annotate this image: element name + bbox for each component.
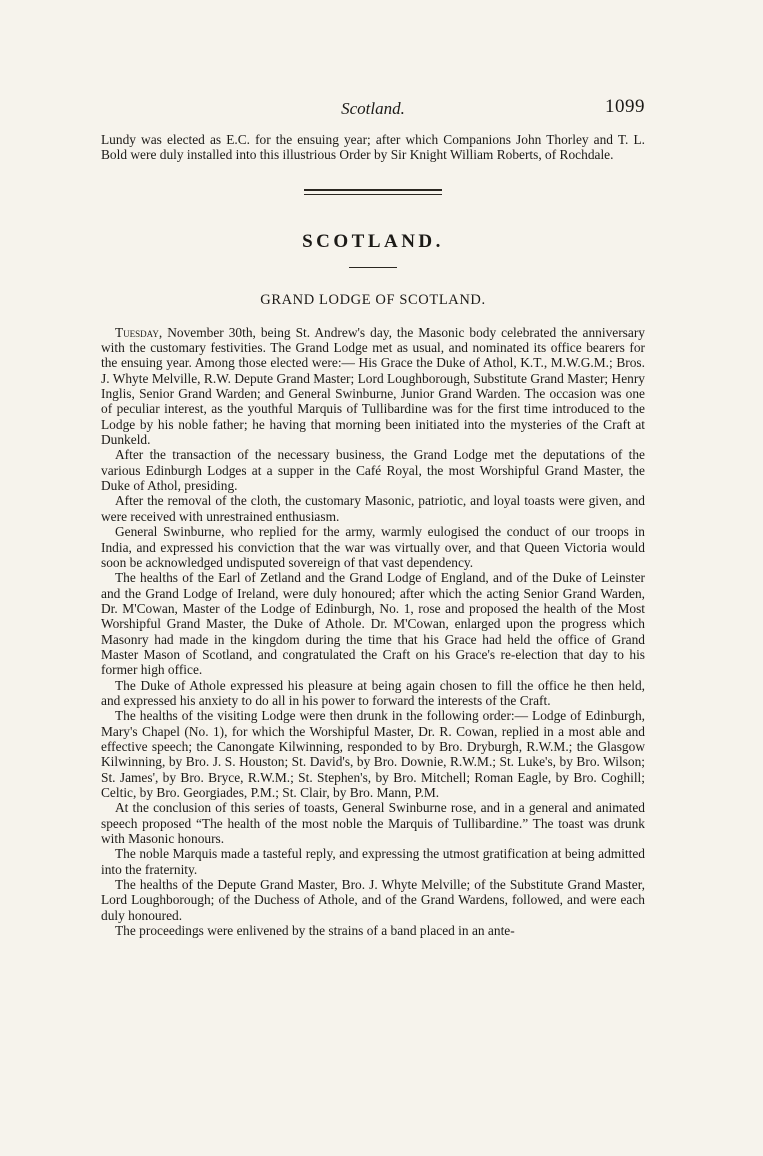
continuation-paragraph: Lundy was elected as E.C. for the ensuing year; after which Companions John Thorley and T. L. Bold were duly installed into this illustrious Order by Sir Knight William Roberts, of Rochdale. — [101, 132, 645, 163]
document-page — [101, 96, 645, 938]
article-paragraph-10: The healths of the Depute Grand Master, Bro. J. Whyte Melville; of the Substitute Grand Master, Lord Loughborough; of the Duchess of Athole, and of the Grand Wardens, followed, and were each duly honoured. — [101, 877, 645, 923]
article-paragraph-4: General Swinburne, who replied for the army, warmly eulogised the conduct of our troops in India, and expressed his conviction that the war was virtually over, and that Queen Victoria would soon be acknowledged undisputed sovereign of that vast dependency. — [101, 524, 645, 570]
page-number: 1099 — [605, 96, 645, 117]
article-heading: GRAND LODGE OF SCOTLAND. — [260, 291, 486, 308]
lead-word: Tuesday, — [115, 324, 163, 340]
running-title: Scotland. — [341, 99, 405, 118]
section-divider — [304, 189, 442, 195]
article-paragraph-3: After the removal of the cloth, the customary Masonic, patriotic, and loyal toasts were given, and were received with unrestrained enthusiasm. — [101, 493, 645, 524]
article-paragraph-8: At the conclusion of this series of toasts, General Swinburne rose, and in a general and animated speech proposed “The health of the most noble the Marquis of Tullibardine.” The toast was drunk with Masonic honours. — [101, 800, 645, 847]
article-paragraph-7: The healths of the visiting Lodge were then drunk in the following order:— Lodge of Edinburgh, Mary's Chapel (No. 1), for which the Worshipful Master, Dr. R. Cowan, replied in a most able and effective speech; the Canongate Kilwinning, responded to by Bro. Dryburgh, R.W.M.; the Glasgow Kilwinning, by Bro. J. S. Houston; St. David's, by Bro. Downie, R.W.M.; St. Luke's, by Bro. Wilson; St. James', by Bro. Bryce, R.W.M.; St. Stephen's, by Bro. Mitchell; Roman Eagle, by Bro. Coghill; Celtic, by Bro. Georgiades, P.M.; St. Clair, by Bro. Mann, P.M. — [101, 708, 645, 800]
article-paragraph-5: The healths of the Earl of Zetland and the Grand Lodge of England, and of the Duke of Leinster and the Grand Lodge of Ireland, were duly honoured; after which the acting Senior Grand Warden, Dr. M'Cowan, Master of the Lodge of Edinburgh, No. 1, rose and proposed the health of the Most Worshipful Grand Master, the Duke of Athole. Dr. M'Cowan, enlarged upon the progress which Masonry had made in the kingdom during the time that his Grace had held the office of Grand Master Mason of Scotland, and congratulated the Craft on his Grace's re-election that day to his former high office. — [101, 570, 645, 678]
article-paragraph-2: After the transaction of the necessary business, the Grand Lodge met the deputations of the various Edinburgh Lodges at a supper in the Café Royal, the most Worshipful Grand Master, the Duke of Athol, presiding. — [101, 447, 645, 494]
article-paragraph-11: The proceedings were enlivened by the strains of a band placed in an ante- — [115, 923, 515, 939]
section-title: SCOTLAND. — [302, 230, 444, 252]
article-paragraph-9: The noble Marquis made a tasteful reply, and expressing the utmost gratification at being admitted into the fraternity. — [101, 846, 645, 877]
title-underline — [349, 267, 397, 268]
article-paragraph-6: The Duke of Athole expressed his pleasure at being again chosen to fill the office he then held, and expressed his anxiety to do all in his power to forward the interests of the Craft. — [101, 677, 645, 708]
paragraph-text: November 30th, being St. Andrew's day, the Masonic body celebrated the anniversary with the customary festivities. The Grand Lodge met as usual, and nominated its office bearers for the ensuing year. Among those elected were:— His Grace the Duke of Athol, K.T., M.W.G.M.; Bros. J. Whyte Melville, R.W. Depute Grand Master; Lord Loughborough, Substitute Grand Master; Henry Inglis, Senior Grand Warden; and General Swinburne, Junior Grand Warden. The occasion was one of peculiar interest, as the youthful Marquis of Tullibardine was for the first time introduced to the Lodge by his noble father; he having that morning been initiated into the mysteries of the Craft at Dunkeld. — [101, 324, 645, 448]
running-header — [101, 96, 645, 122]
article-paragraph-1 — [101, 325, 645, 448]
